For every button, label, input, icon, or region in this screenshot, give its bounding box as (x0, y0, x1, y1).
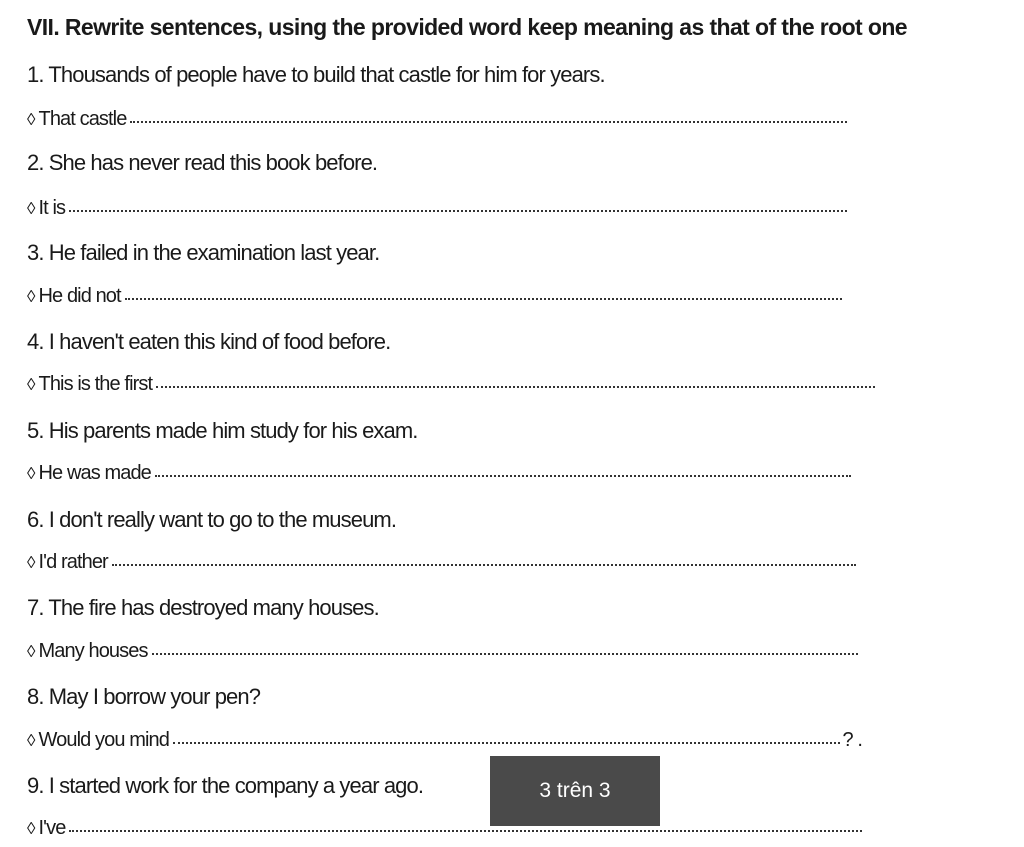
diamond-icon: ◊ (27, 553, 35, 572)
answer-blank-5 (155, 475, 851, 477)
question-9: 9. I started work for the company a year ago. (27, 773, 424, 798)
answer-blank-6 (112, 564, 856, 566)
answer-blank-3 (125, 298, 842, 300)
page-indicator: 3 trên 3 (490, 756, 660, 826)
answer-line-6 (27, 551, 856, 574)
answer-line-3 (27, 285, 842, 308)
answer-blank-1 (130, 121, 847, 123)
answer-blank-7 (152, 653, 858, 655)
question-3: 3. He failed in the examination last year. (27, 240, 380, 265)
diamond-icon: ◊ (27, 731, 35, 750)
question-4: 4. I haven't eaten this kind of food before. (27, 329, 391, 354)
question-5: 5. His parents made him study for his exam. (27, 418, 418, 443)
answer-blank-9 (69, 830, 862, 832)
answer-line-5 (27, 462, 851, 485)
answer-prompt-5: He was made (38, 462, 151, 484)
answer-line-7 (27, 640, 858, 663)
answer-blank-2 (69, 210, 847, 212)
question-8: 8. May I borrow your pen? (27, 684, 261, 709)
question-1: 1. Thousands of people have to build that castle for him for years. (27, 62, 605, 87)
question-6: 6. I don't really want to go to the museum. (27, 507, 397, 532)
answer-ending-8: ? . (842, 729, 862, 751)
answer-prompt-3: He did not (38, 285, 121, 307)
diamond-icon: ◊ (27, 110, 35, 129)
answer-blank-8 (173, 742, 841, 744)
answer-line-1 (27, 108, 847, 131)
answer-prompt-2: It is (38, 197, 66, 219)
answer-prompt-8: Would you mind (38, 729, 169, 751)
answer-line-4 (27, 373, 875, 396)
answer-prompt-6: I'd rather (38, 551, 108, 573)
answer-line-9 (27, 817, 862, 840)
answer-line-2 (27, 197, 847, 220)
answer-line-8 (27, 729, 862, 752)
exercise-title: VII. Rewrite sentences, using the provided word keep meaning as that of the root one (27, 14, 907, 40)
diamond-icon: ◊ (27, 375, 35, 394)
question-7: 7. The fire has destroyed many houses. (27, 595, 379, 620)
answer-prompt-9: I've (38, 817, 66, 839)
diamond-icon: ◊ (27, 287, 35, 306)
diamond-icon: ◊ (27, 199, 35, 218)
diamond-icon: ◊ (27, 819, 35, 838)
diamond-icon: ◊ (27, 642, 35, 661)
diamond-icon: ◊ (27, 464, 35, 483)
answer-prompt-4: This is the first (38, 373, 153, 395)
answer-prompt-1: That castle (38, 108, 127, 130)
answer-blank-4 (156, 386, 875, 388)
answer-prompt-7: Many houses (38, 640, 148, 662)
question-2: 2. She has never read this book before. (27, 150, 378, 175)
